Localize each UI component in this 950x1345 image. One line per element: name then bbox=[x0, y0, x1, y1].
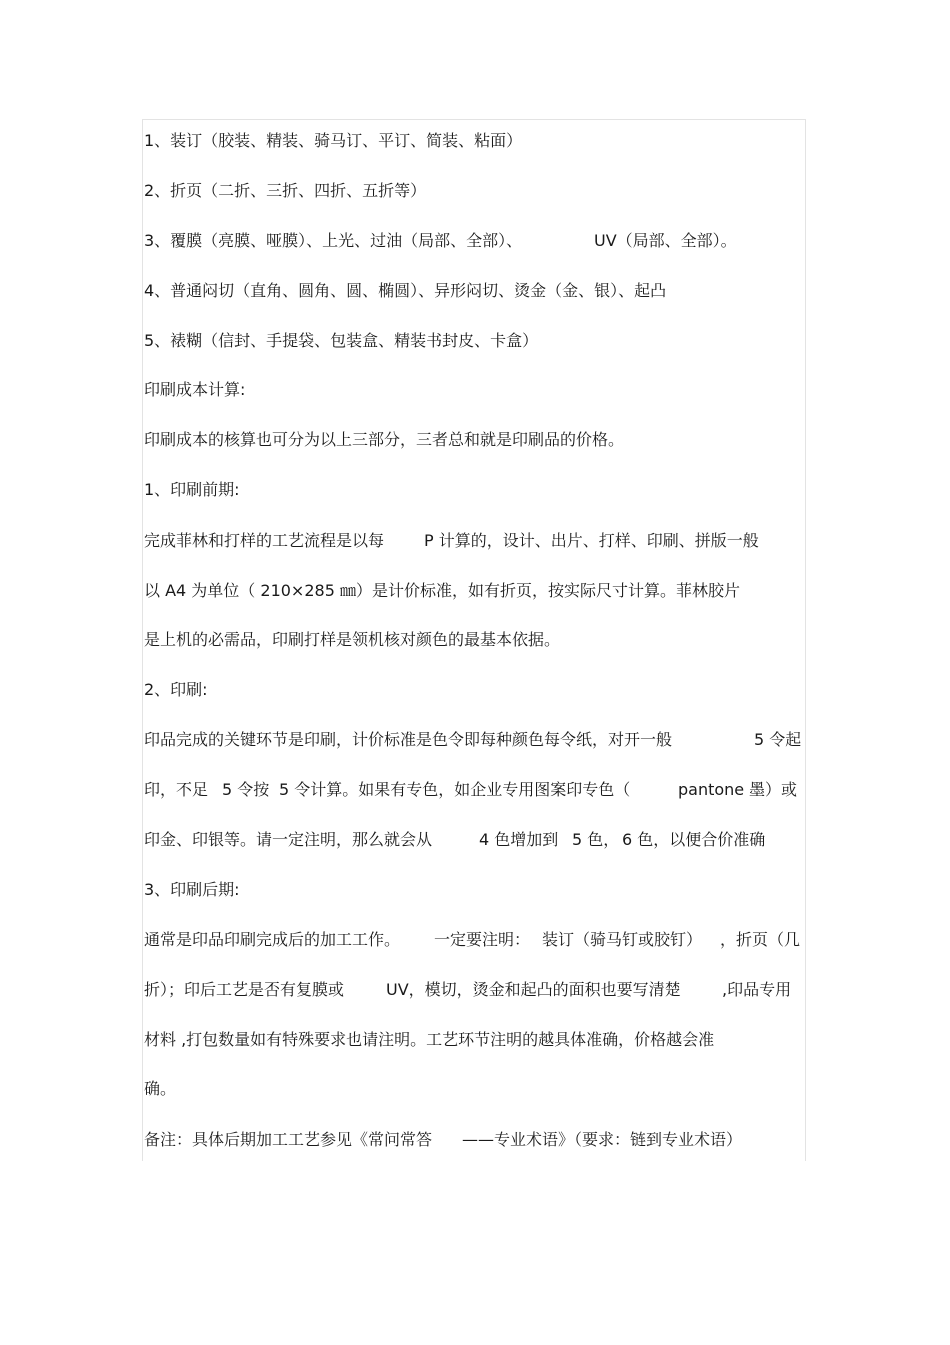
text-press-2d: pantone bbox=[678, 780, 745, 799]
text-press-3a: 印金、印银等。请一定注明，那么就会从 bbox=[144, 830, 433, 849]
text-press-1b: 5 令起 bbox=[754, 730, 802, 749]
text-prepress-3: 是上机的必需品，印刷打样是领机核对颜色的最基本依据。 bbox=[144, 630, 561, 649]
text-postpress-1a: 通常是印品印刷完成后的加工工作。 bbox=[144, 930, 401, 949]
text-press-2a: 印，不足 bbox=[144, 780, 209, 799]
text-press-2b: 5 令按 bbox=[222, 780, 270, 799]
text-postpress-1c: 装订（骑马钉或胶钉） bbox=[542, 930, 703, 949]
text-cost-intro: 印刷成本的核算也可分为以上三部分，三者总和就是印刷品的价格。 bbox=[144, 430, 625, 449]
text-postpress-title: 3、印刷后期: bbox=[144, 880, 240, 899]
text-postpress-2c: ,印品专用 bbox=[722, 980, 792, 999]
text-postpress-2b: UV，模切，烫金和起凸的面积也要写清楚 bbox=[386, 980, 681, 999]
text-diecut: 4、普通闷切（直角、圆角、圆、椭圆）、异形闷切、烫金（金、银）、起凸 bbox=[144, 281, 667, 300]
text-press-2c: 5 令计算。如果有专色，如企业专用图案印专色（ bbox=[279, 780, 631, 799]
text-note-b: ——专业术语》（要求：链到专业术语） bbox=[462, 1130, 743, 1149]
text-postpress-1d: ，折页（几 bbox=[720, 930, 801, 949]
text-note-a: 备注：具体后期加工工艺参见《常问常答 bbox=[144, 1130, 433, 1149]
text-postpress-2a: 折）；印后工艺是否有复膜或 bbox=[144, 980, 345, 999]
text-postpress-4: 确。 bbox=[144, 1079, 177, 1098]
text-prepress-title: 1、印刷前期: bbox=[144, 480, 240, 499]
text-press-1a: 印品完成的关键环节是印刷，计价标准是色令即每种颜色每令纸，对开一般 bbox=[144, 730, 673, 749]
text-lamination-a: 3、覆膜（亮膜、哑膜）、上光、过油（局部、全部）、 bbox=[144, 231, 523, 250]
text-folding: 2、折页（二折、三折、四折、五折等） bbox=[144, 181, 427, 200]
text-prepress-2: 以 A4 为单位（ 210×285 ㎜）是计价标准，如有折页，按实际尺寸计算。菲林胶片 bbox=[144, 581, 740, 600]
text-prepress-1b: P 计算的，设计、出片、打样、印刷、拼版一般 bbox=[424, 531, 759, 550]
text-press-3d: 6 色，以便合价准确 bbox=[622, 830, 766, 849]
text-lamination-b: UV（局部、全部）。 bbox=[594, 231, 737, 250]
text-press-2e: 墨）或 bbox=[749, 780, 798, 799]
text-press-title: 2、印刷: bbox=[144, 680, 208, 699]
text-binding: 1、装订（胶装、精装、骑马订、平订、简装、粘面） bbox=[144, 131, 523, 150]
text-postpress-1b: 一定要注明： bbox=[434, 930, 531, 949]
text-cost-title: 印刷成本计算: bbox=[144, 380, 246, 399]
text-press-3c: 5 色， bbox=[572, 830, 620, 849]
text-postpress-3: 材料 ,打包数量如有特殊要求也请注明。工艺环节注明的越具体准确，价格越会准 bbox=[144, 1030, 715, 1049]
text-prepress-1a: 完成菲林和打样的工艺流程是以每 bbox=[144, 531, 385, 550]
text-mounting: 5、裱糊（信封、手提袋、包装盒、精装书封皮、卡盒） bbox=[144, 331, 539, 350]
text-press-3b: 4 色增加到 bbox=[479, 830, 559, 849]
